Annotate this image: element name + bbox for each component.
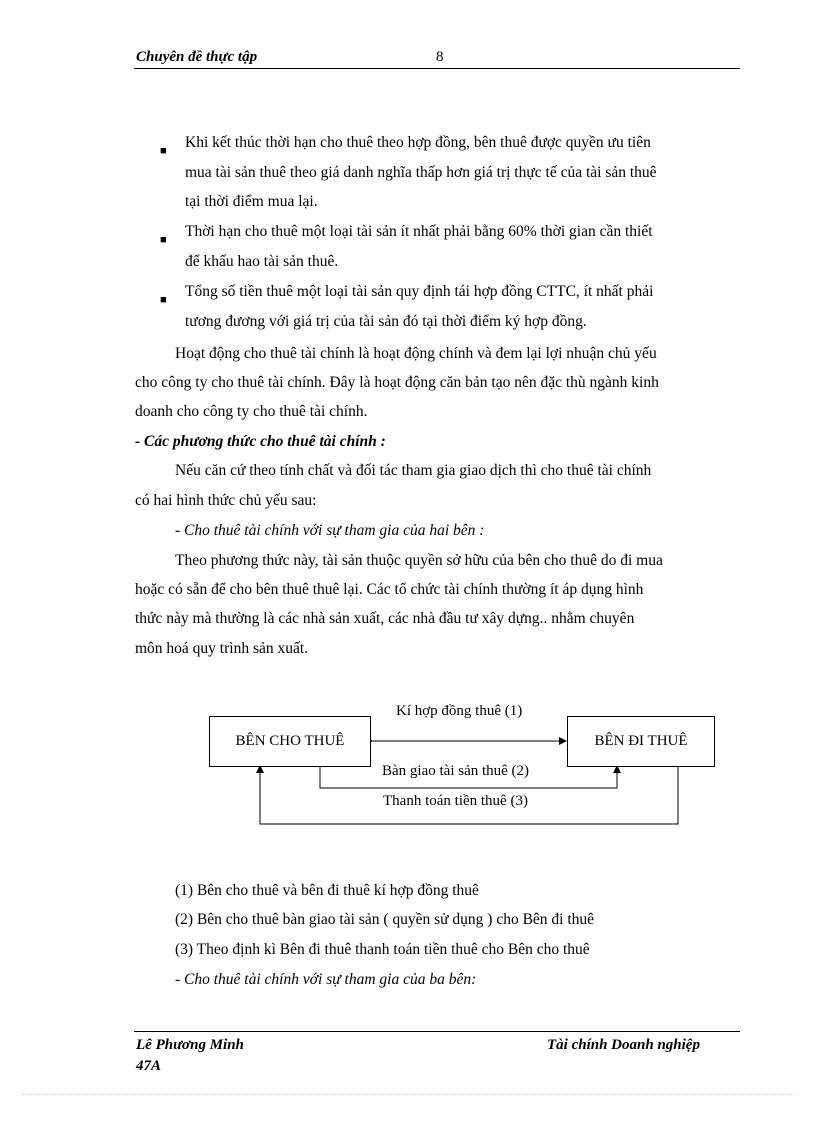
bullet-line: Khi kết thúc thời hạn cho thuê theo hợp đồng, bên thuê được quyền ưu tiên (185, 134, 651, 151)
page-number: 8 (436, 49, 444, 65)
subheading-two-parties: - Cho thuê tài chính với sự tham gia của hai bên : (175, 522, 485, 539)
paragraph-line: hoặc có sẵn để cho bên thuê thuê lại. Các tổ chức tài chính thường ít áp dụng hình (135, 581, 644, 598)
footer-divider (134, 1031, 740, 1032)
paragraph-line: doanh cho công ty cho thuê tài chính. (135, 403, 368, 420)
paragraph-line: môn hoá quy trình sản xuất. (135, 640, 309, 657)
bullet-line: tại thời điểm mua lại. (185, 193, 318, 210)
paragraph-line: Theo phương thức này, tài sản thuộc quyền sở hữu của bên cho thuê do đi mua (175, 552, 663, 569)
bullet-line: Thời hạn cho thuê một loại tài sản ít nhất phải bằng 60% thời gian cần thiết (185, 223, 653, 240)
note-line: (3) Theo định kì Bên đi thuê thanh toán tiền thuê cho Bên cho thuê (175, 941, 590, 958)
lessee-box: BÊN ĐI THUÊ (567, 716, 715, 767)
bullet-line: tương đương với giá trị của tài sản đó tại thời điểm ký hợp đồng. (185, 312, 587, 330)
bullet-line: mua tài sản thuê theo giá danh nghĩa thấp hơn giá trị thực tế của tài sản thuê (185, 163, 657, 181)
footer-department: Tài chính Doanh nghiệp (547, 1037, 700, 1053)
paragraph-line: thức này mà thường là các nhà sản xuất, các nhà đầu tư xây dựng.. nhằm chuyên (135, 610, 635, 627)
paragraph-line: cho công ty cho thuê tài chính. Đây là hoạt động căn bản tạo nên đặc thù ngành kinh (135, 374, 659, 391)
page-edge-dots (22, 1094, 794, 1095)
contract-label: Kí hợp đồng thuê (1) (396, 703, 523, 719)
paragraph-line: Hoạt động cho thuê tài chính là hoạt động chính và đem lại lợi nhuận chủ yếu (175, 345, 657, 362)
section-heading: - Các phương thức cho thuê tài chính : (135, 433, 386, 450)
bullet-marker: ■ (160, 294, 167, 306)
payment-label: Thanh toán tiền thuê (3) (383, 793, 528, 809)
paragraph-line: có hai hình thức chủ yếu sau: (135, 492, 317, 509)
footer-class: 47A (136, 1058, 162, 1074)
paragraph-line: Nếu căn cứ theo tính chất và đối tác tham gia giao dịch thì cho thuê tài chính (175, 462, 652, 479)
bullet-marker: ■ (160, 234, 167, 246)
bullet-marker: ■ (160, 145, 167, 157)
subheading-three-parties: - Cho thuê tài chính với sự tham gia của ba bên: (175, 971, 477, 988)
bullet-line: Tổng số tiền thuê một loại tài sản quy định tái hợp đồng CTTC, ít nhất phải (185, 283, 654, 300)
handover-label: Bàn giao tài sản thuê (2) (382, 763, 530, 779)
bullet-line: để khấu hao tài sản thuê. (185, 252, 339, 270)
footer-author: Lê Phương Minh (136, 1037, 244, 1053)
lessor-box: BÊN CHO THUÊ (209, 716, 371, 767)
note-line: (2) Bên cho thuê bàn giao tài sản ( quyền sử dụng ) cho Bên đi thuê (175, 911, 595, 928)
header-title: Chuyên đề thực tập (136, 49, 258, 65)
note-line: (1) Bên cho thuê và bên đi thuê kí hợp đồng thuê (175, 882, 479, 899)
